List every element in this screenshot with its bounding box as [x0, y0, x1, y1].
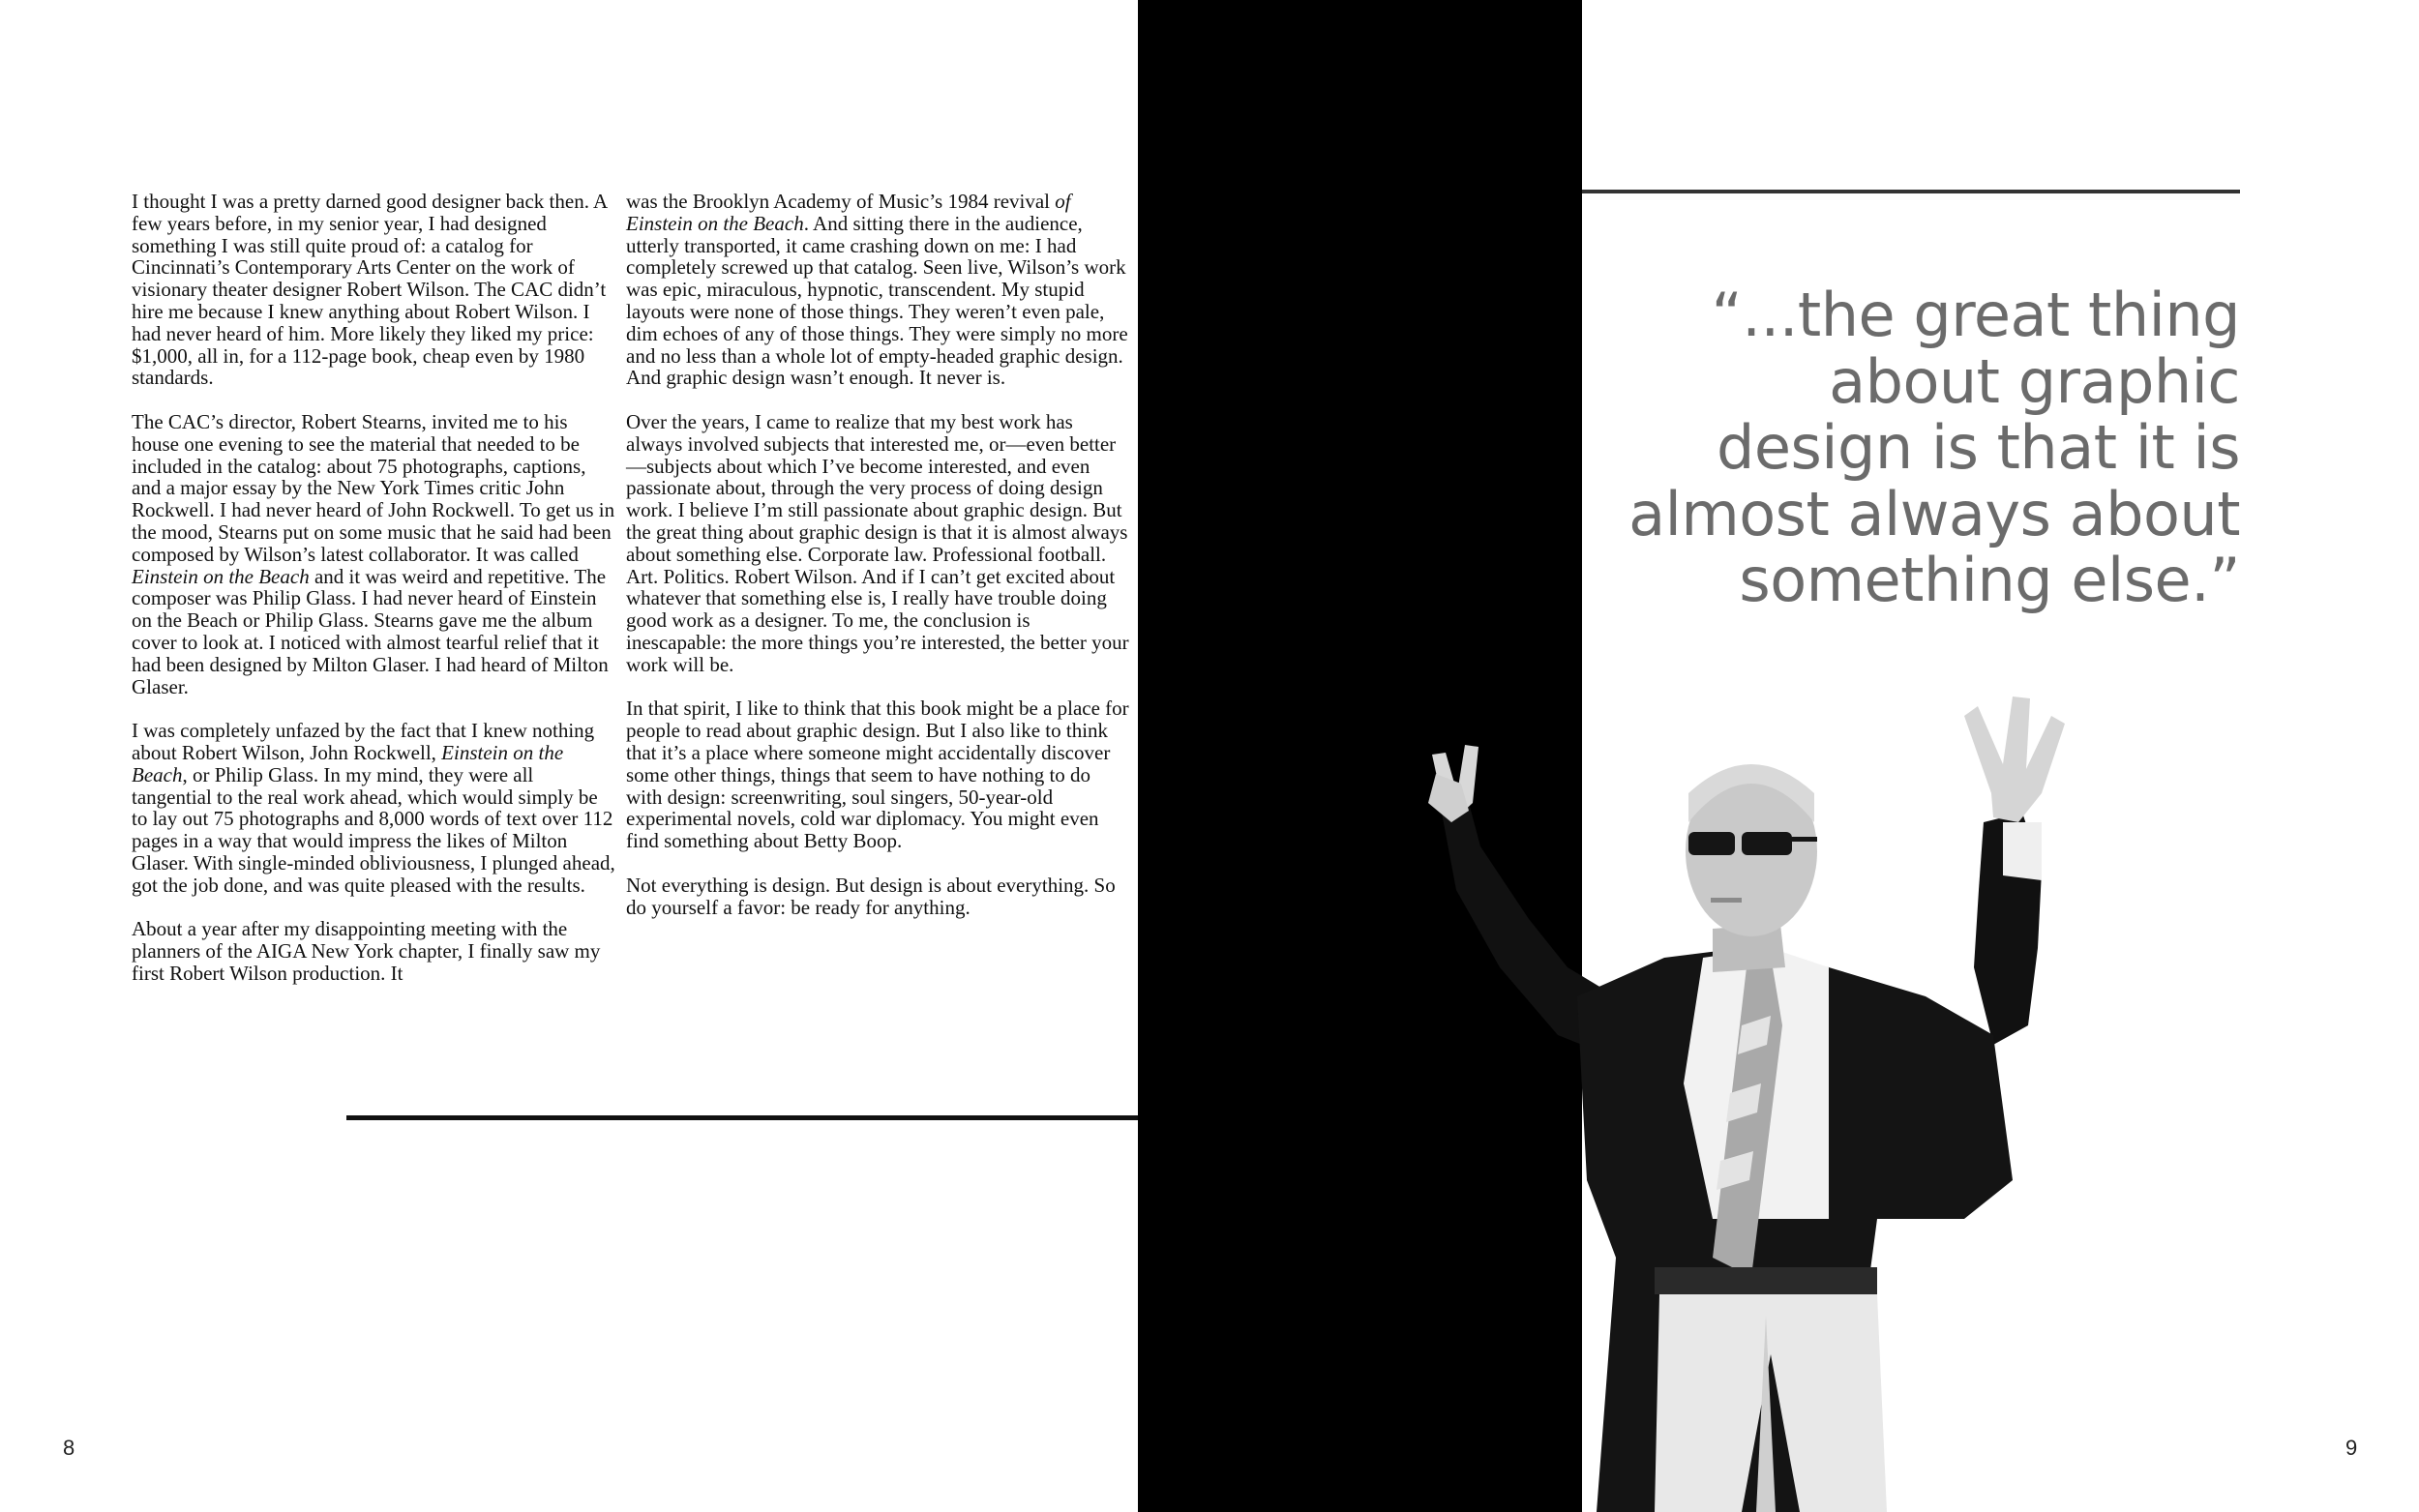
body-paragraph	[626, 191, 1129, 389]
body-paragraph	[626, 411, 1129, 676]
italic-title: Einstein on the Beach	[132, 564, 310, 588]
pull-quote-line: “...the great thing	[1711, 280, 2240, 350]
paragraph-text: The CAC’s director, Robert Stearns, invited me to his house one evening to see the material that needed to be included in the catalog: about 75 photographs, captions, and a major essay by the New York Times critic John Rockwell. I had never heard of John Rockwell. To get us in the mood, Stearns put on some music that he said had been composed by Wilson’s latest collaborator. It was called	[132, 409, 615, 566]
body-paragraph	[132, 411, 615, 697]
body-paragraph	[626, 875, 1129, 919]
horizontal-rule-bottom	[346, 1115, 1140, 1120]
pull-quote-line: almost always about	[1628, 478, 2240, 549]
pull-quote	[1543, 282, 2240, 614]
horizontal-rule-top	[1582, 190, 2240, 193]
paragraph-text: . And sitting there in the audience, utterly transported, it came crashing down on me: I had completely screwed up that catalog. Seen live, Wilson’s work was epic, miraculous, hypnotic, transcendent. My stupid layouts were none of those things. They weren’t even pale, dim echoes of any of those things. They were simply no more and no less than a whole lot of empty-headed graphic design. And graphic design wasn’t enough. It never is.	[626, 211, 1128, 390]
body-paragraph	[132, 720, 615, 896]
paragraph-text: and it was weird and repetitive. The composer was Philip Glass. I had never heard of Einstein on the Beach or Philip Glass. Stearns gave me the album cover to look at. I noticed with almost tearful relief that it had been designed by Milton Glaser. I had heard of Milton Glaser.	[132, 564, 609, 698]
speaker-photo-icon	[1422, 677, 2158, 1512]
pull-quote-line: design is that it is	[1716, 412, 2240, 483]
paragraph-text: , or Philip Glass. In my mind, they were all tangential to the real work ahead, which would simply be to lay out 75 photographs and 8,000 words of text over 112 pages in a way that would impress the likes of Milton Glaser. With single-minded obliviousness, I plunged ahead, got the job done, and was quite pleased with the results.	[132, 762, 615, 897]
italic-title: of Einstein on the Beach	[626, 190, 1071, 235]
pull-quote-line: about graphic	[1829, 345, 2240, 417]
body-column-right	[626, 191, 1129, 940]
italic-title: Einstein on the Beach	[132, 740, 564, 786]
paragraph-text: I was completely unfazed by the fact that I knew nothing about Robert Wilson, John Rockwell,	[132, 719, 595, 764]
page-number-right: 9	[2345, 1436, 2358, 1460]
paragraph-text: I thought I was a pretty darned good designer back then. A few years before, in my senior year, I had designed something I was still quite proud of: a catalog for Cincinnati’s Contemporary Arts Center on the work of visionary theater designer Robert Wilson. The CAC didn’t hire me because I knew anything about Robert Wilson. I had never heard of him. More likely they liked my price: $1,000, all in, for a 112-page book, cheap even by 1980 standards.	[132, 190, 608, 390]
paragraph-text: was the Brooklyn Academy of Music’s 1984 revival	[626, 190, 1056, 213]
body-paragraph	[132, 191, 615, 389]
pull-quote-line: something else.”	[1739, 545, 2240, 615]
body-column-left	[132, 191, 615, 1006]
body-paragraph	[132, 918, 615, 984]
page-number-left: 8	[63, 1436, 75, 1460]
paragraph-text: About a year after my disappointing meeting with the planners of the AIGA New York chapter, I finally saw my first Robert Wilson production. It	[132, 917, 601, 985]
body-paragraph	[626, 697, 1129, 852]
paragraph-text: Not everything is design. But design is about everything. So do yourself a favor: be ready for anything.	[626, 873, 1116, 919]
paragraph-text: Over the years, I came to realize that my best work has always involved subjects that interested me, or—even better—subjects about which I’ve become interested, and even passionate about, through the very process of doing design work. I believe I’m still passionate about graphic design. But the great thing about graphic design is that it is almost always about something else. Corporate law. Professional football. Art. Politics. Robert Wilson. And if I can’t get excited about whatever that something else is, I really have trouble doing good work as a designer. To me, the conclusion is inescapable: the more things you’re interested, the better your work will be.	[626, 409, 1129, 676]
paragraph-text: In that spirit, I like to think that this book might be a place for people to read about graphic design. But I also like to think that it’s a place where someone might accidentally discover some other things, things that seem to have nothing to do with design: screenwriting, soul singers, 50-year-old experimental novels, cold war diplomacy. You might even find something about Betty Boop.	[626, 697, 1129, 853]
